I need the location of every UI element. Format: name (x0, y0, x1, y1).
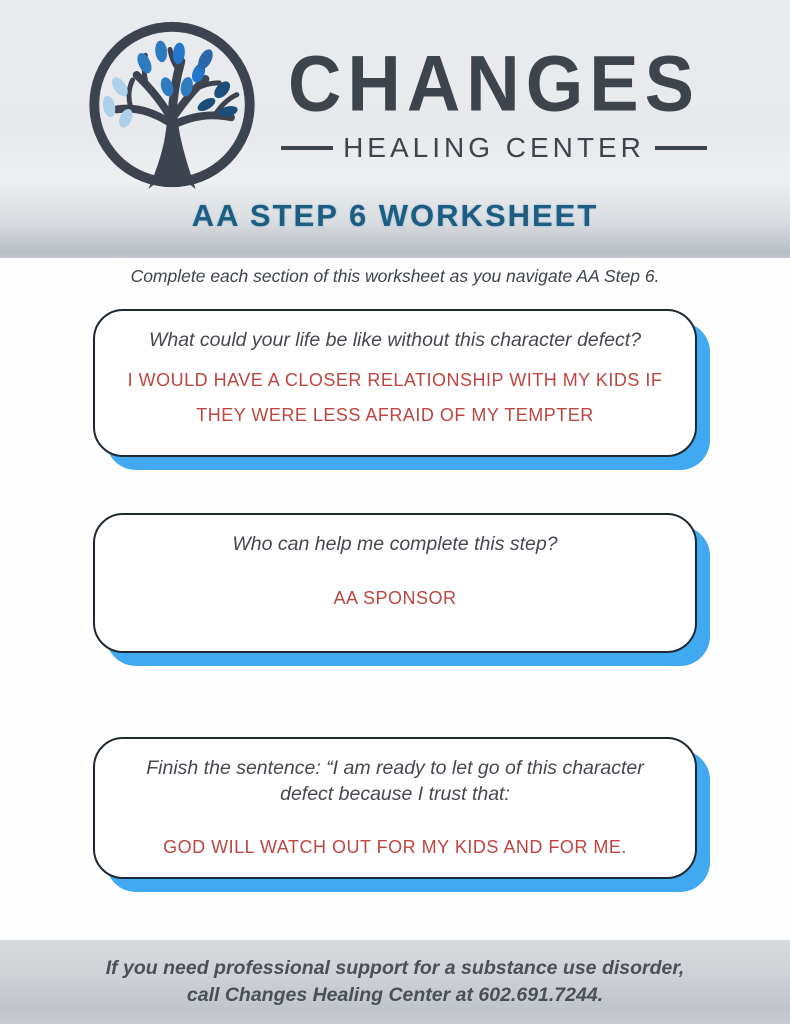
brand-text (281, 39, 707, 163)
answer-text-3: GOD WILL WATCH OUT FOR MY KIDS AND FOR ME. (163, 836, 627, 857)
instructions-text: Complete each section of this worksheet as you navigate AA Step 6. (130, 266, 660, 286)
brand-tagline: HEALING CENTER (343, 131, 645, 163)
brand-tagline-row (281, 132, 707, 164)
question-text-3: Finish the sentence: “I am ready to let go of this character defect because I trust that: (146, 757, 644, 806)
question-box-1 (93, 309, 697, 457)
footer-text: If you need professional support for a substance use disorder, call Changes Healing Center at 602.691.7244. (105, 957, 685, 1006)
question-text-2: Who can help me complete this step? (232, 533, 558, 555)
header (0, 0, 790, 258)
right-dash-rule (655, 146, 707, 150)
tree-logo-icon (83, 14, 261, 196)
brand-name: CHANGES (287, 39, 701, 128)
question-box-2 (93, 513, 697, 653)
answer-text-2: AA SPONSOR (333, 588, 457, 609)
question-box-3 (93, 737, 697, 879)
brand-logo (0, 0, 790, 196)
answer-text-1: I WOULD HAVE A CLOSER RELATIONSHIP WITH MY KIDS IF THEY WERE LESS AFRAID OF MY TEMPTER (127, 370, 663, 426)
worksheet-body (0, 258, 790, 879)
left-dash-rule (281, 146, 333, 150)
page-title: AA STEP 6 WORKSHEET (191, 198, 599, 233)
question-text-1: What could your life be like without this character defect? (148, 329, 642, 351)
footer (0, 940, 790, 1024)
